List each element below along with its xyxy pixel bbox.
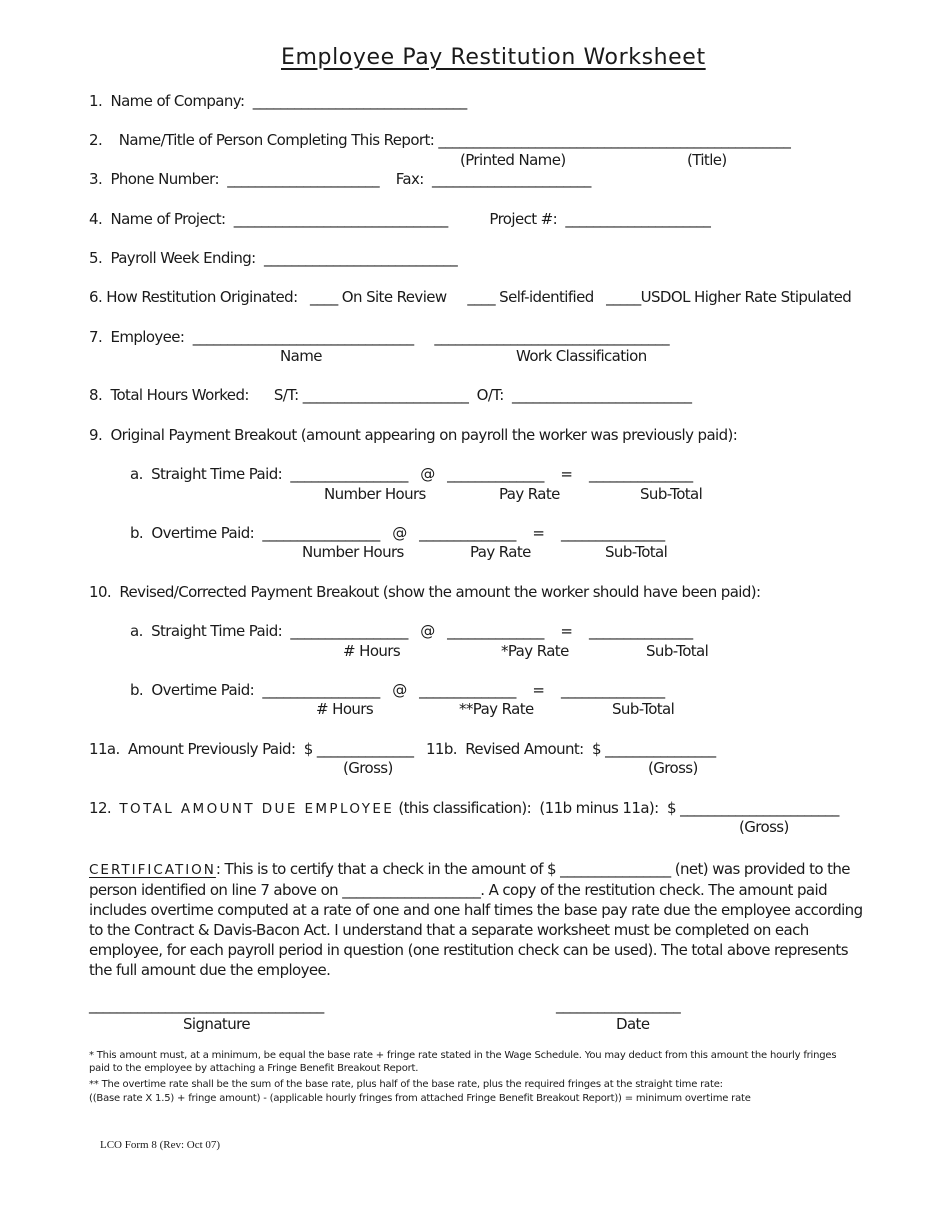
footnote-formula: ((Base rate X 1.5) + fringe amount) - (applicable hourly fringes from attached Fringe Benefit Breakout Report)) = minimum overtime rate — [89, 1093, 751, 1104]
gross-caption: (Gross) — [343, 759, 393, 777]
footnote-pay-rate: * This amount must, at a minimum, be equal the base rate + fringe rate stated in the Wage Schedule. You may deduct from this amount the hourly fringes paid to the employee by attaching a Fringe Benefit Breakout Report. — [89, 1050, 837, 1074]
subtotal-caption: Sub-Total — [640, 485, 703, 503]
original-straight-time-field[interactable]: a. Straight Time Paid: _________________ @ ______________ = _______________ — [130, 465, 693, 483]
project-field[interactable]: 4. Name of Project: _______________________________ Project #: _____________________ — [89, 210, 711, 228]
certification-heading: CERTIFICATION — [89, 862, 216, 878]
rate-caption: Pay Rate — [470, 543, 531, 561]
footnote-overtime-rate: ** The overtime rate shall be the sum of the base rate, plus half of the base rate, plus the required fringes at the straight time rate: — [89, 1079, 723, 1090]
total-due-label: TOTAL AMOUNT DUE EMPLOYEE — [119, 801, 395, 817]
total-due-number: 12. — [89, 799, 112, 817]
hours-caption: Number Hours — [324, 485, 426, 503]
rate-caption: Pay Rate — [499, 485, 560, 503]
signature-caption: Signature — [183, 1015, 250, 1033]
employee-field[interactable]: 7. Employee: ________________________________ __________________________________ — [89, 328, 669, 346]
payroll-week-field[interactable]: 5. Payroll Week Ending: ____________________________ — [89, 249, 458, 267]
hours-caption: Number Hours — [302, 543, 404, 561]
restitution-origin-field[interactable]: 6. How Restitution Originated: ____ On Site Review ____ Self-identified _____USDOL Higher Rate Stipulated — [89, 288, 852, 306]
revised-overtime-field[interactable]: b. Overtime Paid: _________________ @ ______________ = _______________ — [130, 681, 665, 699]
original-overtime-field[interactable]: b. Overtime Paid: _________________ @ ______________ = _______________ — [130, 524, 665, 542]
work-class-caption: Work Classification — [516, 347, 647, 365]
total-due-field[interactable] — [89, 801, 839, 817]
signature-line[interactable]: __________________________________ — [89, 996, 324, 1014]
hours-caption: # Hours — [343, 642, 401, 660]
phone-fax-field[interactable]: 3. Phone Number: ______________________ Fax: _______________________ — [89, 170, 591, 188]
rate-caption: *Pay Rate — [501, 642, 569, 660]
original-breakout-heading: 9. Original Payment Breakout (amount appearing on payroll the worker was previously paid): — [89, 426, 738, 444]
title-caption: (Title) — [687, 151, 727, 169]
revised-straight-time-field[interactable]: a. Straight Time Paid: _________________ @ ______________ = _______________ — [130, 622, 693, 640]
subtotal-caption: Sub-Total — [605, 543, 668, 561]
certification-paragraph — [89, 859, 869, 980]
gross-caption: (Gross) — [648, 759, 698, 777]
hours-caption: # Hours — [316, 700, 374, 718]
certification-text: : This is to certify that a check in the amount of $ ________________ (net) was provided to the person identified on line 7 above on ____________________. A copy of the restitution check. The amount paid includes overtime computed at a rate of one and one half times the base pay rate due the employee according to the Contract & Davis-Bacon Act. I understand that a separate worksheet must be completed on each employee, for each payroll period in question (one restitution check can be used). The total above represents the full amount due the employee. — [89, 860, 863, 979]
employee-name-caption: Name — [280, 347, 322, 365]
total-due-rest: (this classification): (11b minus 11a): $ _______________________ — [398, 799, 839, 817]
gross-caption: (Gross) — [739, 818, 789, 836]
form-identifier: LCO Form 8 (Rev: Oct 07) — [100, 1139, 221, 1151]
date-caption: Date — [616, 1015, 650, 1033]
subtotal-caption: Sub-Total — [612, 700, 675, 718]
revised-breakout-heading: 10. Revised/Corrected Payment Breakout (show the amount the worker should have been paid): — [89, 583, 761, 601]
amounts-field[interactable]: 11a. Amount Previously Paid: $ ______________ 11b. Revised Amount: $ ________________ — [89, 740, 716, 758]
person-completing-field[interactable]: 2. Name/Title of Person Completing This Report: ___________________________________________________ — [89, 131, 791, 149]
company-name-field[interactable]: 1. Name of Company: _______________________________ — [89, 92, 467, 110]
date-line[interactable]: __________________ — [556, 996, 681, 1014]
page-title: Employee Pay Restitution Worksheet — [281, 45, 706, 70]
subtotal-caption: Sub-Total — [646, 642, 709, 660]
rate-caption: **Pay Rate — [459, 700, 534, 718]
total-hours-field[interactable]: 8. Total Hours Worked: S/T: ________________________ O/T: __________________________ — [89, 386, 692, 404]
printed-name-caption: (Printed Name) — [460, 151, 566, 169]
